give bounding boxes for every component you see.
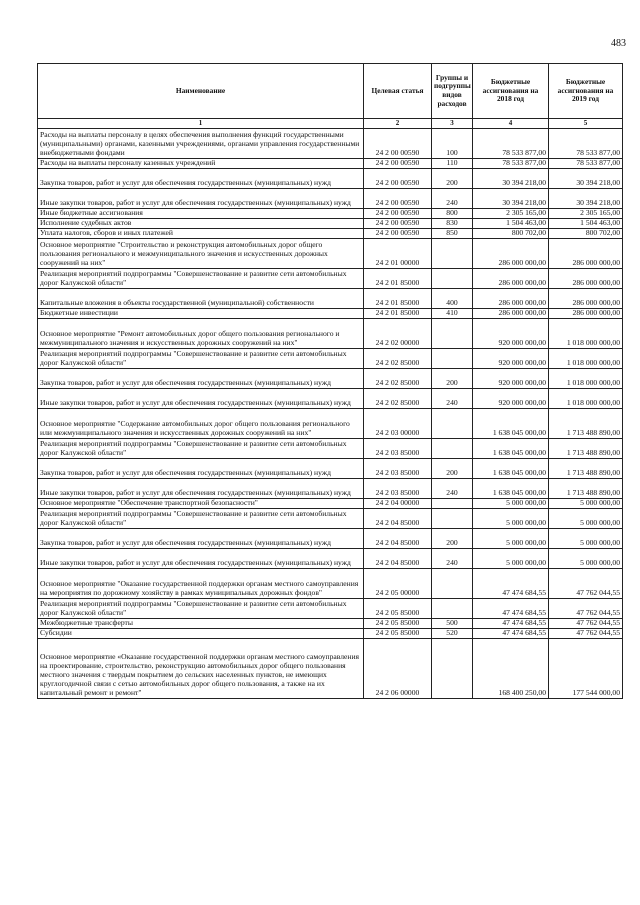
row-group [432,409,473,439]
table-row [38,409,623,439]
row-2018: 5 000 000,00 [473,499,549,509]
row-group [432,569,473,599]
row-name: Иные закупки товаров, работ и услуг для обеспечения государственных (муниципальных) нужд [38,389,364,409]
row-2019: 5 000 000,00 [549,499,623,509]
row-code: 24 2 00 00590 [364,219,432,229]
row-group [432,639,473,699]
row-2018: 1 638 045 000,00 [473,479,549,499]
row-code: 24 2 05 85000 [364,629,432,639]
table-row [38,229,623,239]
row-2018: 47 474 684,55 [473,569,549,599]
row-code: 24 2 00 00590 [364,229,432,239]
row-2018: 47 474 684,55 [473,629,549,639]
row-2019: 47 762 044,55 [549,619,623,629]
table-row [38,549,623,569]
row-name: Основное мероприятие "Ремонт автомобильных дорог общего пользования регионального и межмуниципального значения и искусственных дорожных сооружений на них" [38,319,364,349]
row-2019: 5 000 000,00 [549,509,623,529]
row-2019: 47 762 044,55 [549,569,623,599]
row-code: 24 2 02 85000 [364,369,432,389]
row-2019: 78 533 877,00 [549,159,623,169]
row-group [432,599,473,619]
table-row [38,389,623,409]
row-code: 24 2 00 00590 [364,189,432,209]
row-group: 200 [432,369,473,389]
row-code: 24 2 01 00000 [364,239,432,269]
table-row [38,369,623,389]
row-2018: 800 702,00 [473,229,549,239]
row-2018: 920 000 000,00 [473,349,549,369]
table-row [38,169,623,189]
row-2018: 286 000 000,00 [473,289,549,309]
row-group: 240 [432,389,473,409]
row-group [432,239,473,269]
row-name: Расходы на выплаты персоналу казенных учреждений [38,159,364,169]
row-2018: 78 533 877,00 [473,129,549,159]
table-row [38,459,623,479]
row-code: 24 2 00 00590 [364,129,432,159]
table-header [38,64,623,129]
row-group: 830 [432,219,473,229]
table-row [38,629,623,639]
row-code: 24 2 00 00590 [364,159,432,169]
row-2019: 286 000 000,00 [549,289,623,309]
row-name: Основное мероприятие «Оказание государственной поддержки органам местного самоуправления на проектирование, строительство, реконструкцию автомобильных дорог общего пользования местного значения с твердым покрытием до сельских населенных пунктов, не имеющих круглогодичной связи с сетью автомобильных дорог общего пользования, а также на их капитальный ремонт и ремонт" [38,639,364,699]
col-number: 1 [38,119,364,129]
table-row [38,189,623,209]
row-2018: 1 638 045 000,00 [473,409,549,439]
row-2019: 1 713 488 890,00 [549,479,623,499]
header-target: Целевая статья [364,64,432,119]
row-name: Расходы на выплаты персоналу в целях обеспечения выполнения функций государственными (муниципальными) органами, казенными учреждениями, органами управления государственными внебюджетными фондами [38,129,364,159]
row-code: 24 2 00 00590 [364,209,432,219]
row-code: 24 2 04 85000 [364,529,432,549]
row-group [432,349,473,369]
table-row [38,129,623,159]
row-group: 800 [432,209,473,219]
row-code: 24 2 03 85000 [364,459,432,479]
row-name: Капитальные вложения в объекты государственной (муниципальной) собственности [38,289,364,309]
budget-table [37,63,623,699]
col-number: 3 [432,119,473,129]
row-group: 200 [432,169,473,189]
row-name: Иные бюджетные ассигнования [38,209,364,219]
row-code: 24 2 05 00000 [364,569,432,599]
row-name: Закупка товаров, работ и услуг для обеспечения государственных (муниципальных) нужд [38,529,364,549]
row-name: Иные закупки товаров, работ и услуг для обеспечения государственных (муниципальных) нужд [38,189,364,209]
row-group: 500 [432,619,473,629]
row-group [432,509,473,529]
row-code: 24 2 03 85000 [364,479,432,499]
table-row [38,479,623,499]
row-name: Реализация мероприятий подпрограммы "Совершенствование и развитие сети автомобильных дорог Калужской области" [38,599,364,619]
row-group: 240 [432,479,473,499]
row-name: Реализация мероприятий подпрограммы "Совершенствование и развитие сети автомобильных дорог Калужской области" [38,509,364,529]
row-code: 24 2 04 00000 [364,499,432,509]
row-group: 240 [432,189,473,209]
row-code: 24 2 02 85000 [364,389,432,409]
row-name: Закупка товаров, работ и услуг для обеспечения государственных (муниципальных) нужд [38,169,364,189]
row-group: 110 [432,159,473,169]
row-name: Закупка товаров, работ и услуг для обеспечения государственных (муниципальных) нужд [38,459,364,479]
row-group: 400 [432,289,473,309]
row-2019: 1 018 000 000,00 [549,349,623,369]
header-name: Наименование [38,64,364,119]
table-row [38,439,623,459]
col-number: 4 [473,119,549,129]
table-row [38,639,623,699]
row-name: Реализация мероприятий подпрограммы "Совершенствование и развитие сети автомобильных дорог Калужской области" [38,349,364,369]
header-2019: Бюджетные ассигнования на 2019 год [549,64,623,119]
row-2018: 2 305 165,00 [473,209,549,219]
row-name: Уплата налогов, сборов и иных платежей [38,229,364,239]
row-name: Исполнение судебных актов [38,219,364,229]
row-name: Закупка товаров, работ и услуг для обеспечения государственных (муниципальных) нужд [38,369,364,389]
row-code: 24 2 01 85000 [364,309,432,319]
table-row [38,159,623,169]
table-row [38,619,623,629]
row-code: 24 2 01 85000 [364,269,432,289]
row-code: 24 2 01 85000 [364,289,432,309]
row-code: 24 2 05 85000 [364,619,432,629]
row-name: Межбюджетные трансферты [38,619,364,629]
row-2018: 286 000 000,00 [473,309,549,319]
row-group: 100 [432,129,473,159]
row-2019: 1 713 488 890,00 [549,459,623,479]
table-row [38,499,623,509]
row-2019: 5 000 000,00 [549,549,623,569]
row-group: 850 [432,229,473,239]
row-2019: 5 000 000,00 [549,529,623,549]
row-code: 24 2 00 00590 [364,169,432,189]
table-row [38,529,623,549]
row-code: 24 2 05 85000 [364,599,432,619]
row-group [432,439,473,459]
row-2018: 30 394 218,00 [473,189,549,209]
table-row [38,269,623,289]
row-2018: 920 000 000,00 [473,369,549,389]
row-2018: 47 474 684,55 [473,619,549,629]
col-number: 2 [364,119,432,129]
row-2018: 920 000 000,00 [473,389,549,409]
table-row [38,599,623,619]
table-row [38,309,623,319]
row-2019: 47 762 044,55 [549,599,623,619]
row-2019: 286 000 000,00 [549,239,623,269]
row-code: 24 2 03 00000 [364,409,432,439]
row-2018: 920 000 000,00 [473,319,549,349]
row-name: Основное мероприятие "Строительство и реконструкция автомобильных дорог общего пользования регионального и межмуниципального значения и искусственных дорожных сооружений на них" [38,239,364,269]
row-2019: 1 713 488 890,00 [549,409,623,439]
table-row [38,509,623,529]
row-2019: 286 000 000,00 [549,269,623,289]
row-2019: 1 504 463,00 [549,219,623,229]
row-code: 24 2 06 00000 [364,639,432,699]
row-group [432,269,473,289]
row-2018: 1 638 045 000,00 [473,459,549,479]
row-2019: 30 394 218,00 [549,189,623,209]
row-group: 200 [432,459,473,479]
table-body [38,129,623,699]
row-code: 24 2 02 00000 [364,319,432,349]
row-2019: 1 018 000 000,00 [549,319,623,349]
row-2019: 800 702,00 [549,229,623,239]
row-name: Субсидии [38,629,364,639]
row-2018: 286 000 000,00 [473,269,549,289]
row-2019: 30 394 218,00 [549,169,623,189]
table-row [38,319,623,349]
row-group [432,319,473,349]
table-row [38,569,623,599]
row-2019: 1 713 488 890,00 [549,439,623,459]
row-2018: 5 000 000,00 [473,509,549,529]
table-row [38,239,623,269]
row-2018: 1 638 045 000,00 [473,439,549,459]
row-2018: 78 533 877,00 [473,159,549,169]
row-code: 24 2 02 85000 [364,349,432,369]
row-code: 24 2 04 85000 [364,549,432,569]
row-2019: 1 018 000 000,00 [549,389,623,409]
row-2018: 5 000 000,00 [473,529,549,549]
row-name: Реализация мероприятий подпрограммы "Совершенствование и развитие сети автомобильных дорог Калужской области" [38,439,364,459]
row-group: 520 [432,629,473,639]
row-2019: 78 533 877,00 [549,129,623,159]
row-2019: 1 018 000 000,00 [549,369,623,389]
row-group: 200 [432,529,473,549]
row-2019: 2 305 165,00 [549,209,623,219]
row-2018: 286 000 000,00 [473,239,549,269]
header-2018: Бюджетные ассигнования на 2018 год [473,64,549,119]
row-code: 24 2 03 85000 [364,439,432,459]
row-name: Реализация мероприятий подпрограммы "Совершенствование и развитие сети автомобильных дорог Калужской области" [38,269,364,289]
table-row [38,219,623,229]
table-row [38,289,623,309]
row-2019: 47 762 044,55 [549,629,623,639]
row-name: Бюджетные инвестиции [38,309,364,319]
header-group: Группы и подгруппы видов расходов [432,64,473,119]
table-row [38,209,623,219]
row-name: Основное мероприятие "Оказание государственной поддержки органам местного самоуправления на мероприятия по дорожному хозяйству в рамках муниципальных дорожных фондов" [38,569,364,599]
col-number: 5 [549,119,623,129]
row-name: Основное мероприятие "Обеспечение транспортной безопасности" [38,499,364,509]
row-name: Иные закупки товаров, работ и услуг для обеспечения государственных (муниципальных) нужд [38,479,364,499]
row-name: Иные закупки товаров, работ и услуг для обеспечения государственных (муниципальных) нужд [38,549,364,569]
row-name: Основное мероприятие "Содержание автомобильных дорог общего пользования регионального или межмуниципального значения и искусственных дорожных сооружений на них" [38,409,364,439]
row-group: 410 [432,309,473,319]
row-group [432,499,473,509]
row-2018: 47 474 684,55 [473,599,549,619]
row-2019: 177 544 000,00 [549,639,623,699]
row-2019: 286 000 000,00 [549,309,623,319]
row-2018: 168 400 250,00 [473,639,549,699]
row-2018: 30 394 218,00 [473,169,549,189]
page-number: 483 [611,38,626,49]
row-code: 24 2 04 85000 [364,509,432,529]
row-2018: 1 504 463,00 [473,219,549,229]
table-row [38,349,623,369]
row-group: 240 [432,549,473,569]
row-2018: 5 000 000,00 [473,549,549,569]
